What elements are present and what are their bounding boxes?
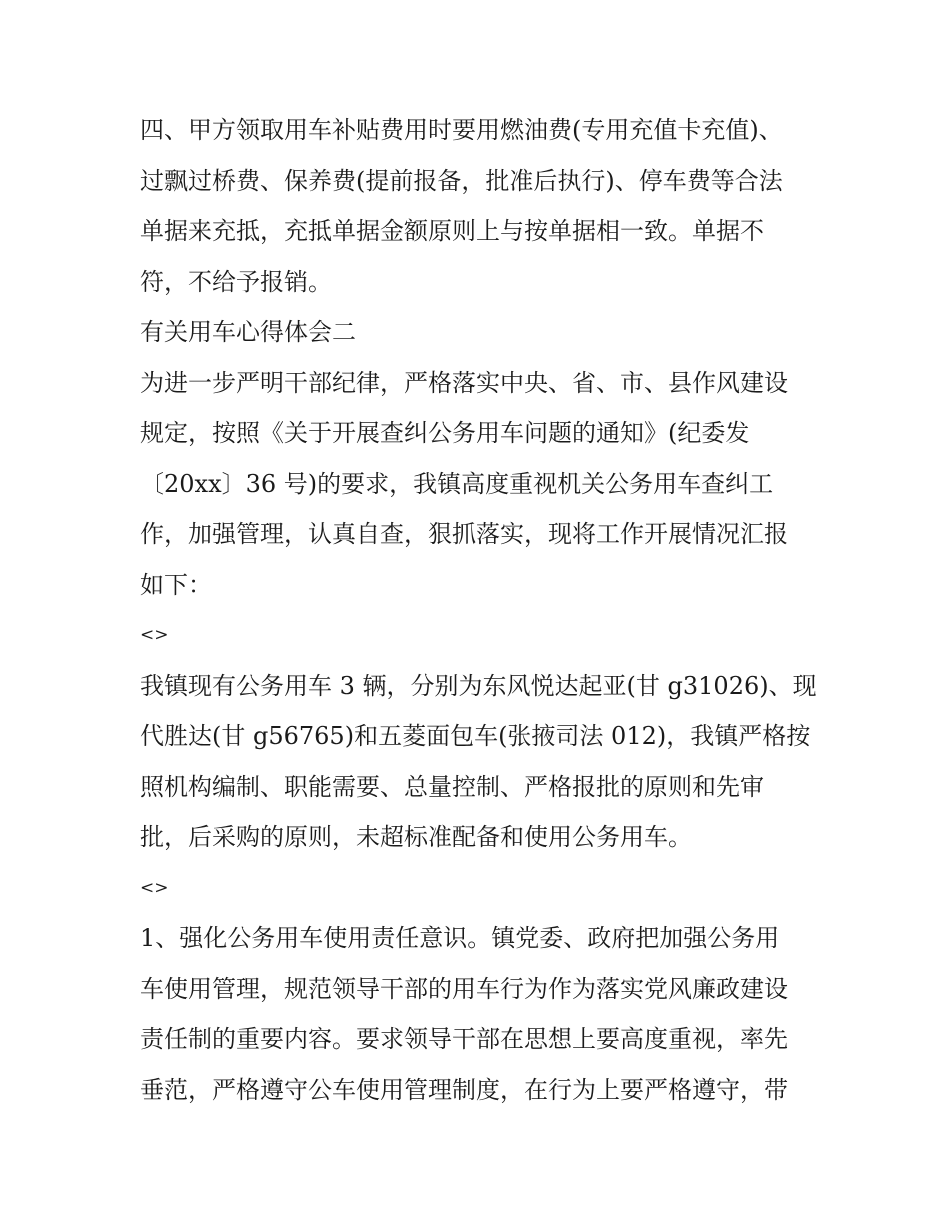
paragraph-line: 符，不给予报销。 bbox=[140, 267, 332, 296]
paragraph-line: 过飘过桥费、保养费(提前报备，批准后执行)、停车费等合法 bbox=[140, 166, 783, 195]
paragraph-line: 四、甲方领取用车补贴费用时要用燃油费(专用充值卡充值)、 bbox=[140, 116, 783, 144]
paragraph-line: 作，加强管理，认真自查，狠抓落实，现将工作开展情况汇报 bbox=[140, 520, 788, 548]
paragraph-line: 〔20xx〕36 号)的要求，我镇高度重视机关公务用车查纠工 bbox=[140, 469, 774, 498]
paragraph-line: 代胜达(甘 g56765)和五菱面包车(张掖司法 012)，我镇严格按 bbox=[140, 722, 811, 750]
paragraph-line: 我镇现有公务用车 3 辆，分别为东风悦达起亚(甘 g31026)、现 bbox=[140, 671, 817, 700]
paragraph-line: 1、强化公务用车使用责任意识。镇党委、政府把加强公务用 bbox=[140, 924, 780, 952]
placeholder-marker: <> bbox=[140, 625, 169, 645]
paragraph-line: 照机构编制、职能需要、总量控制、严格报批的原则和先审 bbox=[140, 772, 764, 801]
paragraph-line: 规定，按照《关于开展查纠公务用车问题的通知》(纪委发 bbox=[140, 419, 750, 447]
document-body bbox=[140, 105, 820, 1115]
paragraph-line: 单据来充抵，充抵单据金额原则上与按单据相一致。单据不 bbox=[140, 217, 764, 245]
paragraph-line: 垂范，严格遵守公车使用管理制度，在行为上要严格遵守，带 bbox=[140, 1075, 788, 1104]
paragraph-line: 责任制的重要内容。要求领导干部在思想上要高度重视，率先 bbox=[140, 1025, 788, 1053]
paragraph-line: 为进一步严明干部纪律，严格落实中央、省、市、县作风建设 bbox=[140, 368, 788, 397]
placeholder-marker: <> bbox=[140, 877, 169, 898]
paragraph-line: 如下： bbox=[140, 570, 212, 599]
paragraph-line: 批，后采购的原则，未超标准配备和使用公务用车。 bbox=[140, 823, 692, 851]
section-heading: 有关用车心得体会二 bbox=[140, 318, 356, 346]
paragraph-line: 车使用管理，规范领导干部的用车行为作为落实党风廉政建设 bbox=[140, 974, 788, 1003]
